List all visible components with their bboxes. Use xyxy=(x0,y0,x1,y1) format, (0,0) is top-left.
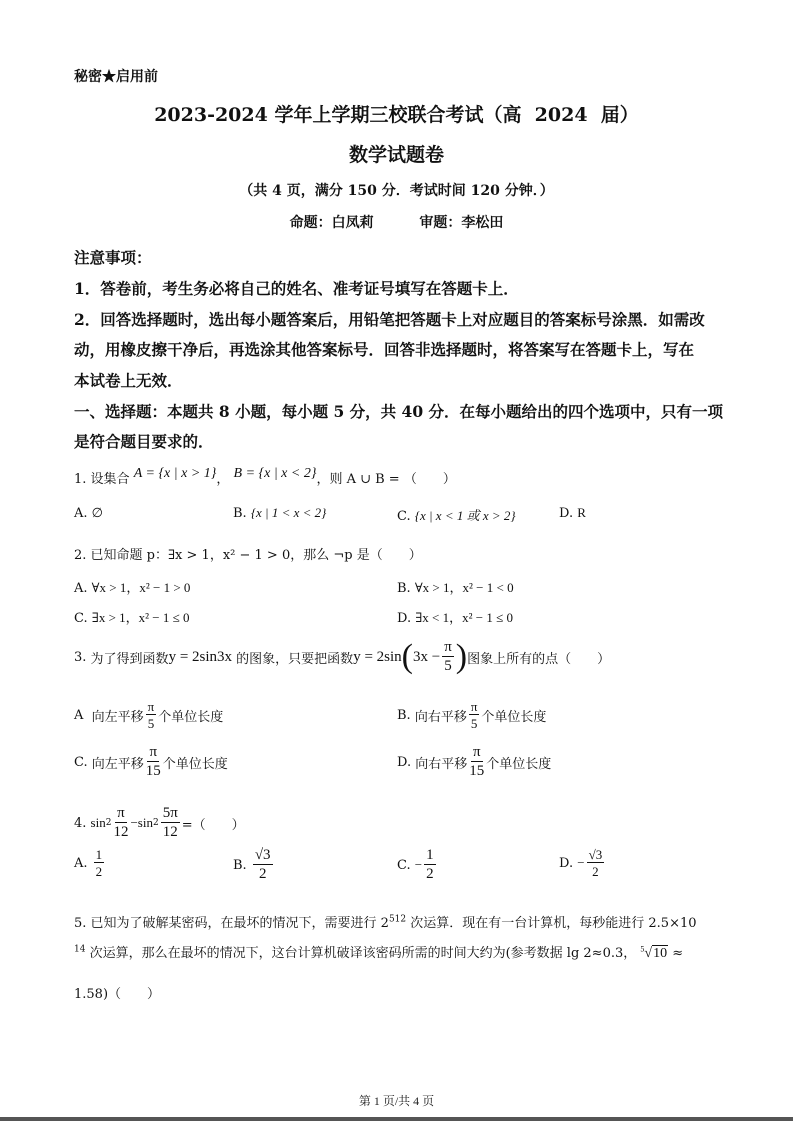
q5-line2-b: ≈ xyxy=(668,946,684,961)
question-2 xyxy=(74,544,422,563)
q4-option-c[interactable] xyxy=(397,848,438,882)
option-fraction xyxy=(469,700,480,730)
notice-heading: 注意事项： xyxy=(74,248,152,267)
q5-line1-b: 次运算．现在有一台计算机，每秒能进行 2.5×10 xyxy=(406,916,697,931)
q4-option-b[interactable] xyxy=(233,848,275,882)
option-label: D. xyxy=(559,506,574,521)
q4-option-a[interactable] xyxy=(74,848,106,878)
option-direction: 向右平移 xyxy=(415,756,468,772)
q3-stem-c: 图象上所有的点（ ） xyxy=(467,651,611,667)
q1-set-b: B = {x | x < 2} xyxy=(233,466,317,481)
denominator: 2 xyxy=(95,864,103,879)
option-label: A. xyxy=(74,581,88,596)
q4-option-d[interactable] xyxy=(559,848,606,878)
option-suffix: 个单位长度 xyxy=(486,756,552,772)
denominator: 12 xyxy=(113,824,129,840)
q4-exp-1: 2 xyxy=(105,818,112,828)
option-text: ∀x > 1，x² − 1 < 0 xyxy=(414,580,514,595)
q5-line2-a: 次运算，那么在最坏的情况下，这台计算机破译该密码所需的时间大约为(参考数据 lg 2≈0.3， xyxy=(85,946,637,961)
reviewer-name: 李松田 xyxy=(461,215,504,231)
denominator: 2 xyxy=(426,866,434,882)
numerator: π xyxy=(444,639,452,655)
q3-stem-a: 为了得到函数 xyxy=(90,651,169,667)
q2-option-a[interactable] xyxy=(74,577,190,596)
q2-option-d[interactable] xyxy=(397,607,513,626)
option-fraction xyxy=(146,745,161,779)
exam-subtitle: 数学试题卷 xyxy=(348,144,444,166)
q5-number: 5. xyxy=(74,916,87,931)
q1-number: 1. xyxy=(74,472,87,487)
option-fraction xyxy=(469,745,484,779)
option-label: A. xyxy=(74,506,88,521)
option-label: B. xyxy=(397,707,411,723)
option-label: B. xyxy=(233,857,247,873)
option-label: D. xyxy=(397,754,412,770)
option-label: C. xyxy=(74,754,88,770)
section-heading-cont: 是符合题目要求的． xyxy=(74,432,214,451)
denominator: 12 xyxy=(162,824,178,840)
option-suffix: 个单位长度 xyxy=(162,756,228,772)
option-direction: 向左平移 xyxy=(91,709,144,725)
numerator: π xyxy=(117,805,125,821)
denominator: 5 xyxy=(147,716,155,731)
q4-fraction-2 xyxy=(161,806,180,840)
option-text: {x | x < 1 或 x > 2} xyxy=(414,508,516,523)
denominator: 15 xyxy=(469,763,485,779)
notice-item-1: 1．答卷前，考生务必将自己的姓名、准考证号填写在答题卡上． xyxy=(74,279,519,298)
root-radicand: 10 xyxy=(653,946,668,961)
q3-func1: y = 2sin3x xyxy=(168,648,233,665)
q4-tail: =（ ） xyxy=(181,817,245,833)
option-fraction xyxy=(146,700,157,730)
page-bottom-border xyxy=(0,1117,793,1121)
notice-item-2-cont: 动，用橡皮擦干净后，再选涂其他答案标号．回答非选择题时，将答案写在答题卡上，写在 xyxy=(74,340,695,359)
option-text: {x | 1 < x < 2} xyxy=(250,505,327,520)
root-index: 5 xyxy=(640,944,645,954)
denominator: 2 xyxy=(592,864,599,879)
page-number: 第 1 页/共 4 页 xyxy=(358,1094,435,1108)
option-text: ∃x > 1，x² − 1 ≤ 0 xyxy=(91,610,190,625)
q5-exp-512: 512 xyxy=(388,914,407,925)
option-sign: − xyxy=(577,855,585,870)
option-label: A xyxy=(74,707,84,723)
option-suffix: 个单位长度 xyxy=(158,709,224,725)
option-text: R xyxy=(577,505,586,520)
option-label: C. xyxy=(74,611,88,626)
notice-item-2-end: 本试卷上无效． xyxy=(74,371,183,390)
option-text: ∅ xyxy=(91,505,103,520)
option-label: C. xyxy=(397,509,411,524)
q1-stem-suffix: ，则 A ∪ B = （ ） xyxy=(316,472,456,487)
q3-func2-inner: 3x − xyxy=(412,648,441,665)
option-fraction xyxy=(587,848,605,878)
q1-option-d[interactable] xyxy=(559,505,586,521)
q3-option-c[interactable] xyxy=(74,745,228,779)
q3-option-a[interactable] xyxy=(74,700,223,730)
confidential-mark: 秘密★启用前 xyxy=(74,69,158,85)
option-fraction xyxy=(424,848,436,882)
numerator: 1 xyxy=(426,847,434,863)
option-suffix: 个单位长度 xyxy=(481,709,547,725)
q2-number: 2. xyxy=(74,548,87,563)
right-paren: ) xyxy=(455,638,468,675)
q4-sin-1: sin xyxy=(90,815,106,830)
q4-number: 4. xyxy=(74,815,87,831)
q3-func2-fraction xyxy=(442,640,454,674)
option-text: ∀x > 1，x² − 1 > 0 xyxy=(91,580,191,595)
q1-option-b[interactable] xyxy=(233,505,326,521)
exam-title: 2023-2024 学年上学期三校联合考试（高 2024 届） xyxy=(154,104,639,126)
q1-stem-prefix: 设集合 xyxy=(90,472,130,487)
exam-authors xyxy=(0,212,793,232)
option-fraction xyxy=(94,848,105,878)
denominator: 5 xyxy=(470,716,478,731)
option-sign: − xyxy=(414,857,423,872)
q3-func2-prefix: y = 2sin xyxy=(353,648,402,665)
option-label: B. xyxy=(233,506,247,521)
numerator: √3 xyxy=(588,847,603,862)
exam-info: （共 4 页，满分 150 分．考试时间 120 分钟．） xyxy=(239,183,554,199)
option-label: A. xyxy=(74,855,88,871)
q4-minus: − xyxy=(130,815,138,830)
q1-set-a: A = {x | x > 1} xyxy=(133,466,217,481)
q4-fraction-1 xyxy=(113,806,128,840)
option-fraction xyxy=(253,848,273,882)
q3-option-b[interactable] xyxy=(397,700,546,730)
q5-line1-a: 已知为了破解某密码，在最坏的情况下，需要进行 2 xyxy=(90,916,389,931)
option-label: D. xyxy=(559,855,574,871)
q3-option-d[interactable] xyxy=(397,745,551,779)
setter-label: 命题： xyxy=(289,215,332,231)
q5-root: $^5$√10 xyxy=(640,944,668,961)
reviewer-label: 审题： xyxy=(419,215,462,231)
numerator: π xyxy=(147,699,155,714)
denominator: 15 xyxy=(145,763,161,779)
denominator: 5 xyxy=(444,658,452,674)
section-heading: 一、选择题：本题共 8 小题，每小题 5 分，共 40 分．在每小题给出的四个选项中，只有一项 xyxy=(74,402,724,421)
numerator: π xyxy=(149,744,158,760)
option-label: D. xyxy=(397,611,412,626)
option-label: C. xyxy=(397,857,411,873)
question-5-line-2 xyxy=(74,942,683,962)
numerator: π xyxy=(470,699,478,714)
q2-option-c[interactable] xyxy=(74,607,190,626)
numerator: √3 xyxy=(254,847,271,863)
numerator: π xyxy=(472,744,481,760)
q3-number: 3. xyxy=(74,649,87,665)
q4-exp-2: 2 xyxy=(152,818,159,828)
option-direction: 向右平移 xyxy=(414,709,467,725)
numerator: 5π xyxy=(162,805,178,821)
q2-option-b[interactable] xyxy=(397,577,514,596)
q1-option-c[interactable] xyxy=(397,505,516,524)
q3-stem-b: 的图象，只要把函数 xyxy=(236,651,354,667)
question-3 xyxy=(74,640,610,674)
question-1: 1. 设集合 A = {x | x > 1}， B = {x | x < 2}，则 A ∪ B = （ ） xyxy=(74,466,456,487)
question-5-line-1 xyxy=(74,912,697,931)
denominator: 2 xyxy=(258,866,267,882)
numerator: 1 xyxy=(95,847,103,862)
question-4 xyxy=(74,806,245,840)
q5-exp-14: 14 xyxy=(74,944,86,955)
question-5-line-3: 1.58)（ ） xyxy=(74,987,161,1002)
setter-name: 白凤莉 xyxy=(331,215,374,231)
left-paren: ( xyxy=(401,638,413,675)
option-text: ∃x < 1，x² − 1 ≤ 0 xyxy=(415,610,513,625)
q2-stem: 已知命题 p：∃x > 1，x² − 1 > 0，那么 ¬p 是（ ） xyxy=(90,548,422,563)
option-label: B. xyxy=(397,581,411,596)
notice-item-2: 2．回答选择题时，选出每小题答案后，用铅笔把答题卡上对应题目的答案标号涂黑．如需改 xyxy=(74,310,705,329)
q1-option-a[interactable] xyxy=(74,505,103,521)
option-direction: 向左平移 xyxy=(91,756,144,772)
q4-sin-2: sin xyxy=(137,815,153,830)
